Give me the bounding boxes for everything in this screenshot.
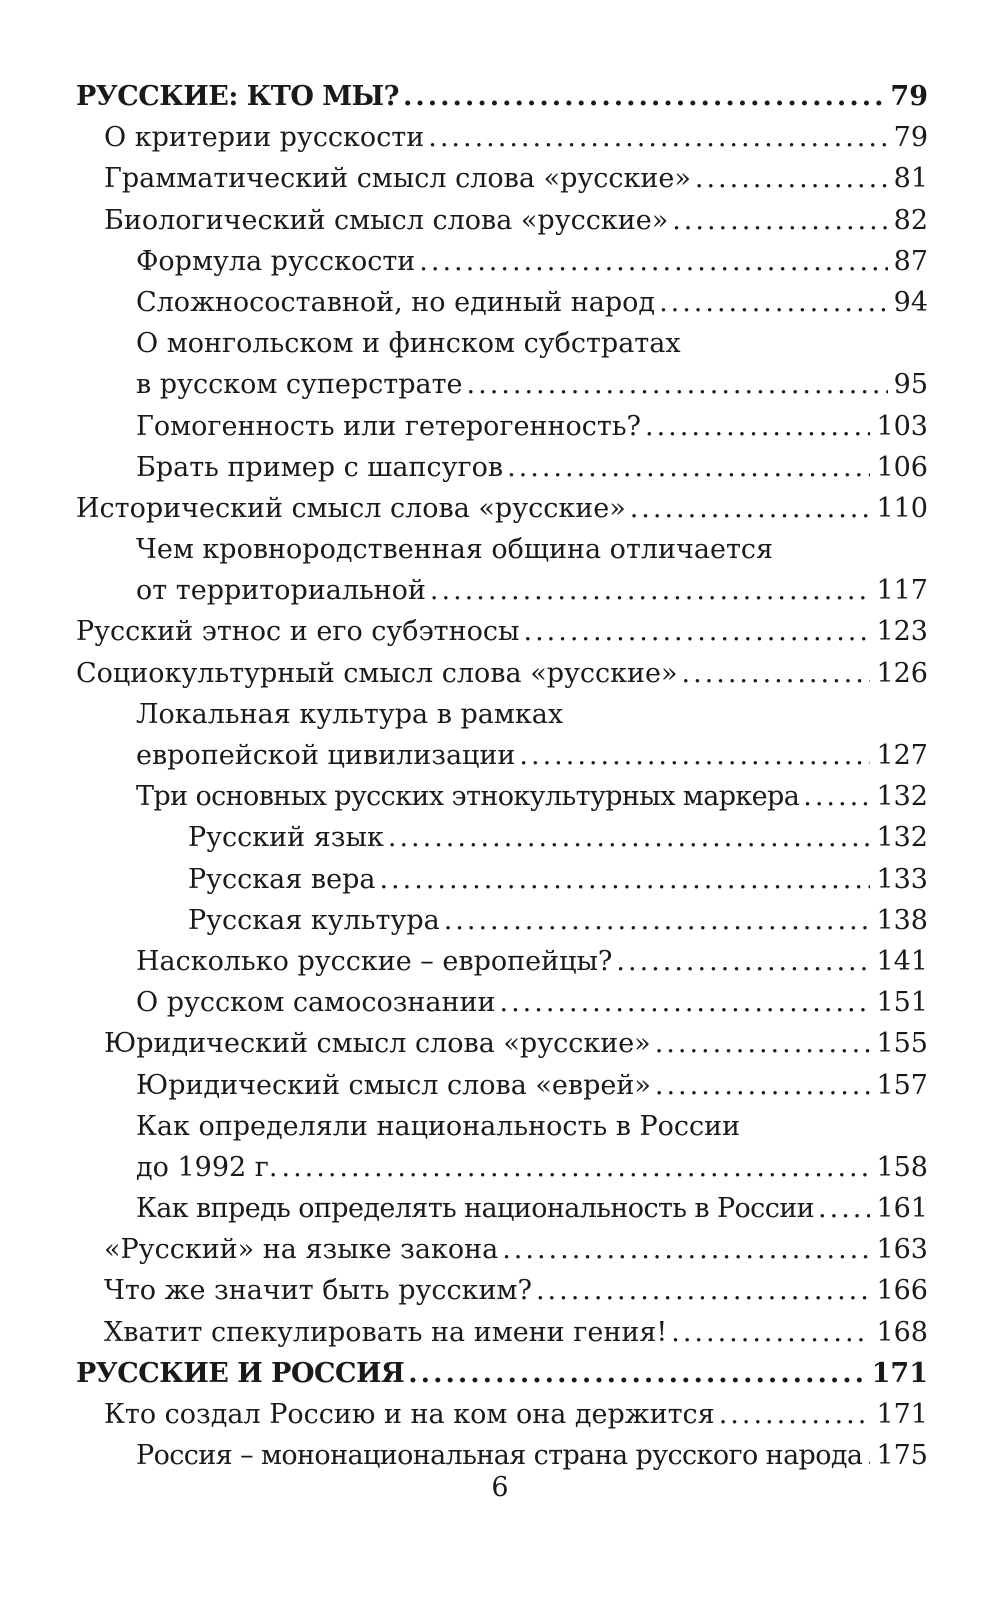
toc-entry-title: Сложносоставной, но единый народ (136, 286, 656, 318)
toc-entry-line (76, 611, 928, 652)
toc-entry-title: Русский язык (188, 822, 384, 854)
dot-leader (695, 158, 888, 199)
toc-entry-page: 138 (876, 904, 928, 936)
toc-entry-line (136, 406, 928, 447)
toc-entry-title: О критерии русскости (104, 122, 425, 154)
toc-entry-line (136, 735, 928, 776)
dot-leader (403, 76, 884, 117)
toc-entry-line (104, 1394, 928, 1435)
dot-leader (408, 1353, 865, 1394)
toc-entry (76, 900, 928, 941)
toc-entry (76, 323, 928, 364)
toc-entry-title: РУССКИЕ И РОССИЯ (76, 1357, 405, 1389)
toc-entry (76, 282, 928, 323)
toc-entry (76, 1229, 928, 1270)
toc-entry-page: 95 (893, 369, 928, 401)
toc-entry-page: 79 (890, 81, 928, 112)
toc-entry-page: 166 (876, 1275, 928, 1307)
toc-entry-page: 82 (893, 204, 928, 236)
toc-entry-title: РУССКИЕ: КТО МЫ? (76, 81, 399, 112)
toc-entry-page: 155 (876, 1028, 928, 1060)
toc-entry (76, 241, 928, 282)
dot-leader (536, 1270, 871, 1311)
toc-entry-page: 110 (876, 492, 928, 524)
toc-entry-page: 171 (871, 1357, 928, 1389)
toc-entry (76, 1270, 928, 1311)
toc-entry-title: Юридический смысл слова «русские» (104, 1028, 651, 1060)
toc-entry-title: Брать пример с шапсугов (136, 451, 504, 483)
toc-entry-line (136, 1106, 740, 1147)
toc-entry (76, 447, 928, 488)
toc-entry (76, 1147, 928, 1188)
toc-entry-page: 123 (876, 616, 928, 648)
toc-entry-page: 168 (876, 1316, 928, 1348)
toc-entry (76, 529, 928, 570)
toc-entry-line (136, 776, 928, 817)
toc-entry-page: 106 (876, 451, 928, 483)
dot-leader (444, 900, 871, 941)
toc-entry-title: Кто создал Россию и на ком она держится (104, 1399, 715, 1430)
toc-entry (76, 76, 928, 117)
dot-leader (818, 1188, 870, 1229)
toc-entry-title: Как определяли национальность в России (136, 1110, 741, 1142)
toc-entry-title: О монгольском и финском субстратах (136, 328, 681, 360)
toc-entry (76, 735, 928, 776)
dot-leader (866, 1435, 870, 1476)
toc-entry-line (136, 1435, 928, 1476)
toc-entry-line (104, 1270, 928, 1311)
dot-leader (655, 1023, 871, 1064)
toc-entry-title: Социокультурный смысл слова «русские» (76, 657, 678, 689)
toc-entry-page: 133 (876, 863, 928, 895)
toc-entry-page: 175 (876, 1440, 928, 1472)
dot-leader (388, 817, 871, 858)
toc-entry (76, 611, 928, 652)
toc-entry-page: 103 (876, 410, 928, 442)
toc-entry-page: 132 (876, 822, 928, 854)
toc-entry-title: в русском суперстрате (136, 369, 463, 401)
toc-entry-line (76, 488, 928, 529)
toc-entry (76, 859, 928, 900)
toc-entry-line (188, 859, 928, 900)
toc-entry-line (136, 1065, 928, 1106)
toc-entry-page: 87 (893, 245, 928, 277)
toc-entry-title: Русская культура (188, 904, 440, 936)
toc-entry (76, 406, 928, 447)
toc-entry-title: от территориальной (136, 575, 426, 607)
toc-entry-line (136, 529, 773, 570)
toc-entry-title: Биологический смысл слова «русские» (104, 204, 669, 236)
dot-leader (519, 735, 870, 776)
toc-entry (76, 1106, 928, 1147)
toc-entry (76, 488, 928, 529)
dot-leader (523, 611, 870, 652)
toc-entry-title: Как впредь определять национальность в России (136, 1193, 815, 1225)
toc-entry-title: Хватит спекулировать на имени гения! (104, 1316, 668, 1348)
toc-entry-line (188, 900, 928, 941)
toc-entry-page: 117 (876, 575, 928, 607)
dot-leader (719, 1394, 871, 1435)
toc-entry (76, 117, 928, 158)
toc-entry-title: Юридический смысл слова «еврей» (136, 1069, 651, 1101)
toc-entry-line (136, 694, 563, 735)
dot-leader (430, 570, 871, 611)
toc-entry-line (76, 653, 928, 694)
toc-entry-title: до 1992 г. (136, 1151, 278, 1183)
dot-leader (645, 406, 870, 447)
toc-entry-line (136, 364, 928, 405)
toc-entry (76, 1353, 928, 1394)
page-number: 6 (491, 1472, 509, 1503)
toc-entry-line (76, 1353, 928, 1394)
toc-entry-page: 158 (876, 1151, 928, 1183)
toc-entry (76, 653, 928, 694)
toc-entry-page: 161 (876, 1193, 928, 1225)
toc-entry (76, 1188, 928, 1229)
toc-entry-page: 151 (876, 987, 928, 1019)
toc-entry-title: «Русский» на языке закона (104, 1234, 499, 1266)
toc-entry-title: Русский этнос и его субэтносы (76, 616, 520, 648)
toc-entry-line (104, 1229, 928, 1270)
toc-entry-line (104, 200, 928, 241)
toc-entry-page: 126 (876, 657, 928, 689)
toc-entry-line (104, 1023, 928, 1064)
toc-entry (76, 694, 928, 735)
toc-entry-line (136, 1147, 928, 1188)
toc-entry (76, 1065, 928, 1106)
toc-entry (76, 1312, 928, 1353)
dot-leader (379, 859, 870, 900)
toc-entry-line (104, 158, 928, 199)
toc-entry-line (136, 570, 928, 611)
toc-entry-line (104, 1312, 928, 1353)
toc-entry-page: 127 (876, 740, 928, 771)
dot-leader (616, 941, 870, 982)
toc-entry-line (136, 447, 928, 488)
toc-entry (76, 1023, 928, 1064)
dot-leader (672, 200, 887, 241)
toc-entry-title: Локальная культура в рамках (136, 698, 564, 730)
toc-entry-title: Россия – мононациональная страна русского народа (136, 1440, 863, 1472)
toc-entry-line (136, 323, 681, 364)
toc-entry-page: 79 (893, 122, 928, 154)
toc-entry-page: 157 (876, 1069, 928, 1101)
toc-entry-title: Три основных русских этнокультурных маркера (136, 781, 800, 813)
dot-leader (467, 364, 888, 405)
toc-entry-line (136, 941, 928, 982)
toc-entry (76, 1394, 928, 1435)
toc-entry-line (136, 282, 928, 323)
toc-entry-page: 81 (893, 163, 928, 195)
toc-entry-line (136, 982, 928, 1023)
toc-entry-page: 171 (876, 1399, 928, 1430)
table-of-contents (76, 76, 928, 1476)
dot-leader (428, 117, 887, 158)
toc-entry-title: Что же значит быть русским? (104, 1275, 532, 1307)
dot-leader (630, 488, 871, 529)
toc-entry (76, 1435, 928, 1476)
toc-entry-title: Чем кровнородственная община отличается (136, 534, 774, 566)
toc-entry-line (136, 241, 928, 282)
dot-leader (671, 1312, 870, 1353)
toc-entry-title: Насколько русские – европейцы? (136, 945, 613, 977)
toc-entry-line (188, 817, 928, 858)
toc-entry-title: Гомогенность или гетерогенность? (136, 410, 642, 442)
toc-entry (76, 817, 928, 858)
toc-entry-title: Грамматический смысл слова «русские» (104, 163, 691, 195)
toc-entry-title: Формула русскости (136, 245, 416, 277)
toc-entry-title: Исторический смысл слова «русские» (76, 492, 626, 524)
toc-entry-page: 141 (876, 945, 928, 977)
dot-leader (282, 1147, 871, 1188)
toc-entry-line (136, 1188, 928, 1229)
toc-entry (76, 982, 928, 1023)
toc-entry-title: О русском самосознании (136, 987, 496, 1019)
toc-entry-page: 94 (893, 286, 928, 318)
dot-leader (502, 1229, 870, 1270)
dot-leader (659, 282, 888, 323)
toc-entry-page: 163 (876, 1234, 928, 1266)
toc-entry-line (76, 76, 928, 117)
toc-entry-title: Русская вера (188, 863, 376, 895)
toc-entry (76, 364, 928, 405)
dot-leader (500, 982, 871, 1023)
toc-entry-title: европейской цивилизации (136, 740, 516, 771)
toc-entry (76, 158, 928, 199)
toc-entry-line (104, 117, 928, 158)
dot-leader (507, 447, 870, 488)
dot-leader (655, 1065, 871, 1106)
dot-leader (803, 776, 870, 817)
toc-entry (76, 776, 928, 817)
toc-entry (76, 200, 928, 241)
toc-entry-page: 132 (876, 781, 928, 813)
toc-entry (76, 941, 928, 982)
dot-leader (682, 653, 871, 694)
toc-entry (76, 570, 928, 611)
dot-leader (419, 241, 887, 282)
